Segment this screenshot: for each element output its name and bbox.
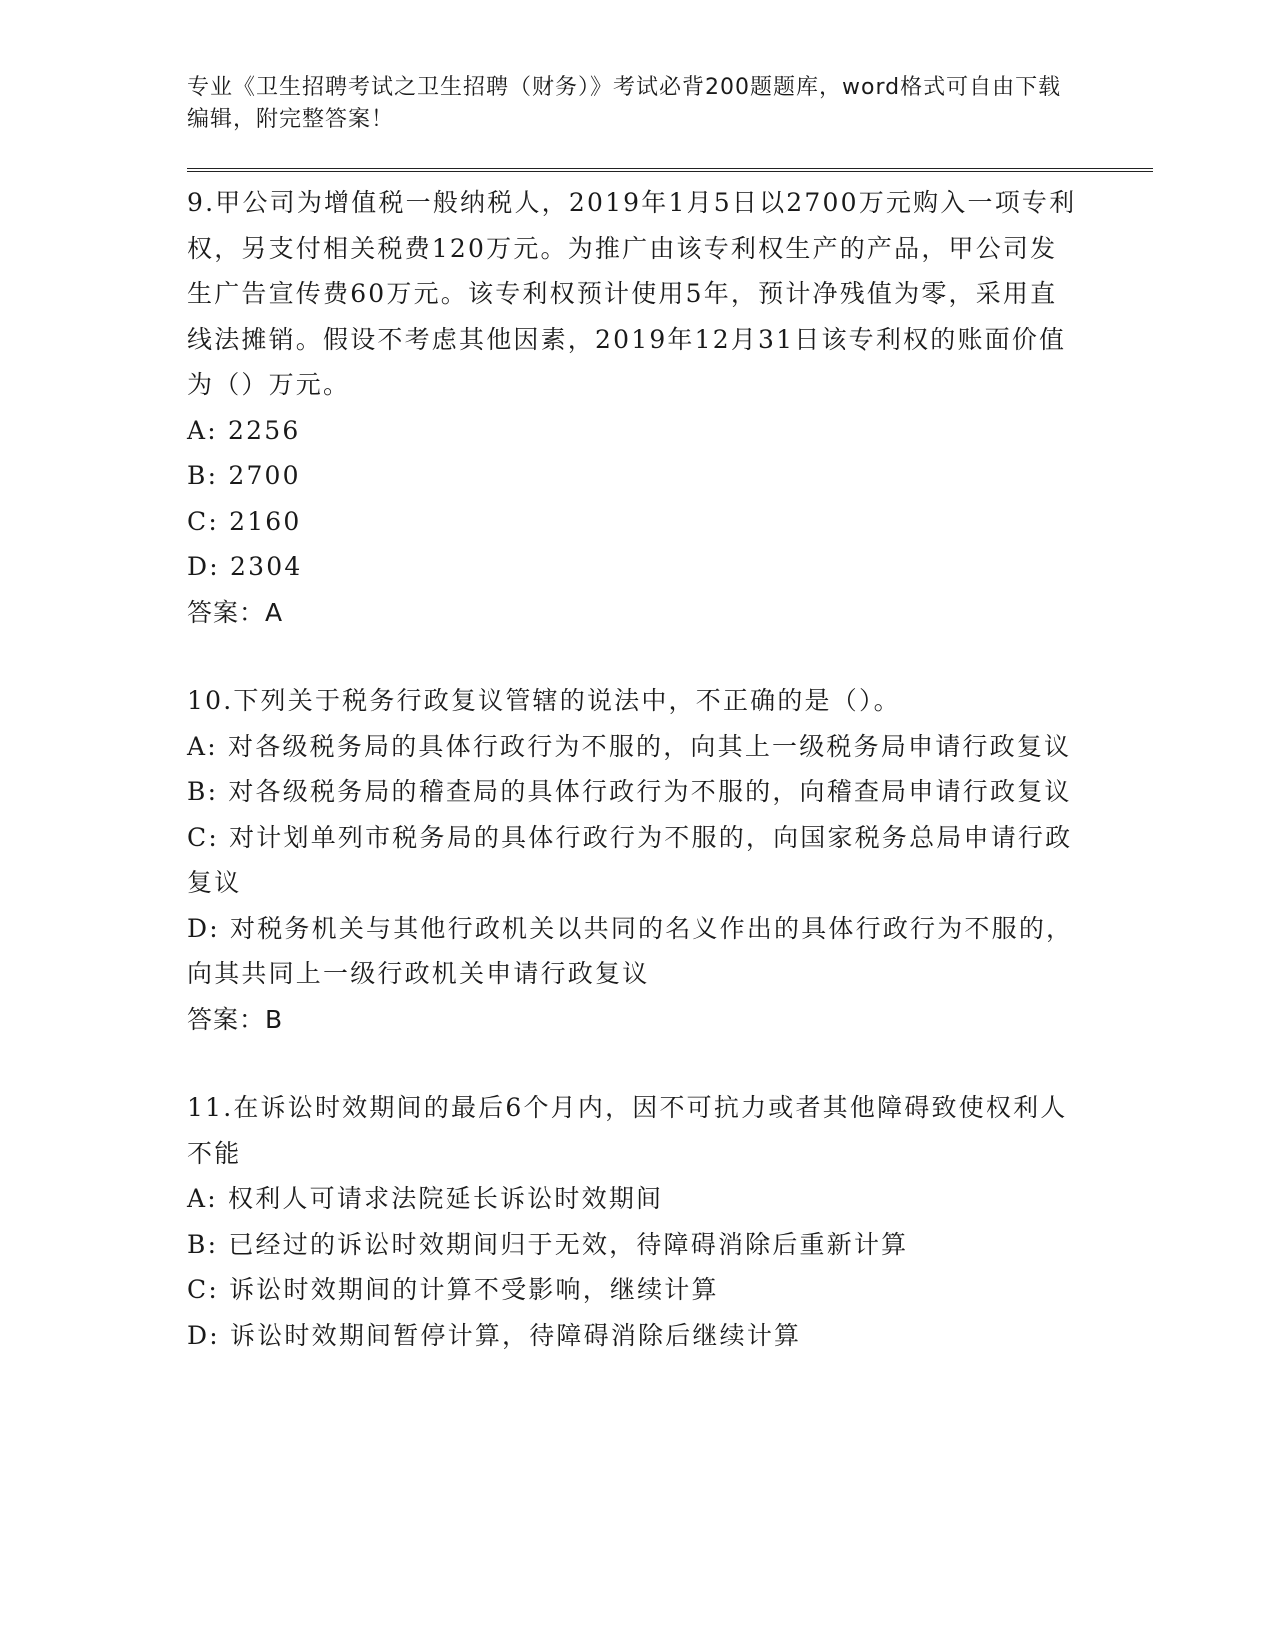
document-page: [187, 72, 1147, 1401]
option-a: A: 对各级税务局的具体行政行为不服的，向其上一级税务局申请行政复议: [187, 731, 1072, 761]
document-header: 专业《卫生招聘考试之卫生招聘（财务）》考试必背200题题库，word格式可自由下载编辑，附完整答案！: [187, 75, 1062, 132]
answer-label: 答案：B: [187, 1004, 284, 1034]
option-d: D: 对税务机关与其他行政机关以共同的名义作出的具体行政行为不服的，向其共同上一级行政机关申请行政复议: [187, 913, 1074, 988]
option-d: D: 2304: [187, 552, 303, 581]
question-text: 10.下列关于税务行政复议管辖的说法中，不正确的是（）。: [187, 686, 901, 715]
option-b: B: 对各级税务局的稽查局的具体行政行为不服的，向稽查局申请行政复议: [187, 777, 1072, 806]
option-b: B: 2700: [187, 461, 301, 490]
header-divider: [187, 168, 1153, 172]
question-text: 9.甲公司为增值税一般纳税人，2019年1月5日以2700万元购入一项专利权，另支付相关税费120万元。为推广由该专利权生产的产品，甲公司发生广告宣传费60万元。该专利权预计使用5年，预计净残值为零，采用直线法摊销。假设不考虑其他因素，2019年12月31日该专利权的账面价值为（）万元。: [187, 188, 1077, 399]
question-text: 11.在诉讼时效期间的最后6个月内，因不可抗力或者其他障碍致使权利人不能: [187, 1093, 1068, 1168]
question-11: [187, 1085, 1147, 1358]
option-c: C: 诉讼时效期间的计算不受影响，继续计算: [187, 1275, 719, 1304]
answer-label: 答案：A: [187, 597, 284, 627]
question-list: [187, 180, 1147, 1358]
option-b: B: 已经过的诉讼时效期间归于无效，待障碍消除后重新计算: [187, 1229, 909, 1259]
option-c: C: 2160: [187, 506, 302, 536]
option-d: D: 诉讼时效期间暂停计算，待障碍消除后继续计算: [187, 1320, 802, 1350]
option-a: A: 权利人可请求法院延长诉讼时效期间: [187, 1184, 664, 1213]
question-9: [187, 180, 1147, 635]
option-c: C: 对计划单列市税务局的具体行政行为不服的，向国家税务总局申请行政复议: [187, 822, 1073, 897]
option-a: A: 2256: [187, 415, 301, 445]
question-10: [187, 678, 1147, 1042]
